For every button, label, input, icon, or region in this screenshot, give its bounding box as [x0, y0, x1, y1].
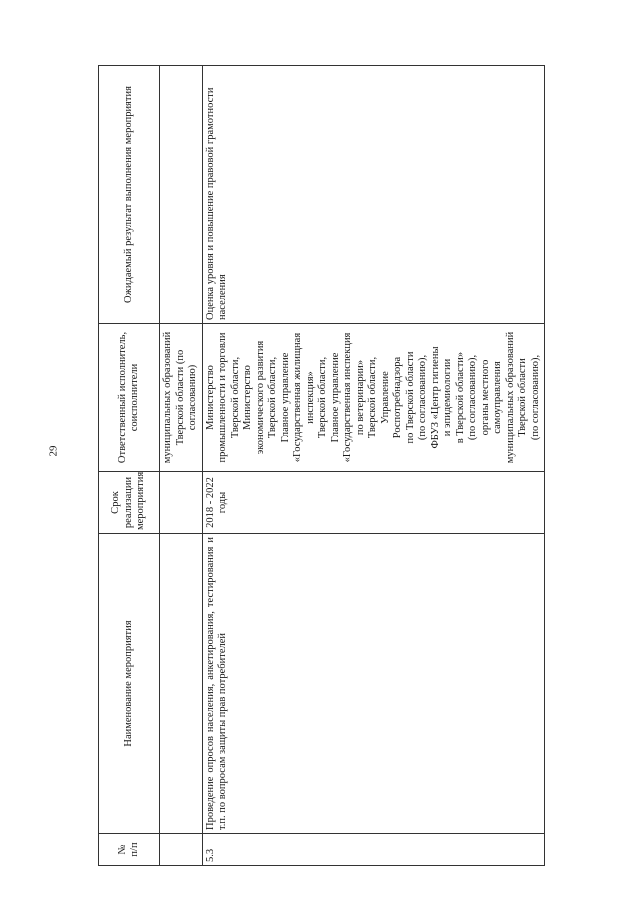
cell-term: 2018 - 2022 годы — [202, 472, 545, 534]
executor-line: по Тверской области — [404, 351, 416, 444]
header-name: Наименование мероприятия — [99, 534, 160, 834]
executor-line: (по согласованию), — [417, 354, 428, 441]
table-row — [202, 66, 545, 866]
executor-line: инспекция» — [304, 371, 316, 424]
executor-line: в Тверской области» — [454, 351, 466, 444]
executor-line: муниципальных образований — [504, 331, 516, 464]
cell-name — [160, 534, 203, 834]
executor-line: Тверской области — [517, 358, 528, 437]
cell-term — [160, 472, 203, 534]
header-executor: Ответственный исполнитель, соисполнители — [99, 324, 160, 472]
executor-line: Главное управление — [279, 352, 291, 443]
executor-line: по ветеринарии» — [354, 359, 366, 436]
executor-line: Тверской области, — [317, 356, 328, 439]
cell-executor — [202, 324, 545, 472]
executor-line: (по согласованию), — [467, 354, 478, 441]
executor-line: Тверской области, — [229, 356, 241, 439]
executor-line: самоуправления — [492, 361, 503, 434]
executor-line: (по согласованию), — [529, 354, 541, 441]
measures-table — [98, 65, 545, 866]
executor-line: Тверской области, — [367, 356, 378, 439]
executor-line: Министерство — [204, 365, 216, 430]
executor-line: органы местного — [479, 359, 491, 436]
rotated-sheet — [98, 66, 618, 866]
cell-name: Проведение опросов населения, анкетирования, тестирования и т.п. по вопросам защиты прав потребителей — [202, 534, 545, 834]
cell-num: 5.3 — [202, 834, 545, 866]
header-term: Срок реализации мероприятия — [99, 472, 160, 534]
executor-line: Главное управление — [329, 352, 341, 443]
header-result: Ожидаемый результат выполнения мероприятия — [99, 66, 160, 324]
cell-num — [160, 834, 203, 866]
table-row — [160, 66, 203, 866]
executor-line: Управление — [379, 371, 391, 424]
cell-executor: муниципальных образований Тверской области (по согласованию) — [160, 324, 203, 472]
executor-line: экономического развития — [254, 340, 266, 455]
executor-line: Министерство — [242, 365, 253, 430]
executor-line: Тверской области, — [267, 356, 278, 439]
executor-line: «Государственная инспекция — [342, 332, 353, 463]
executor-line: «Государственная жилищная — [292, 332, 303, 463]
table-header-row — [99, 66, 160, 866]
executor-line: промышленности и торговли — [217, 332, 228, 463]
cell-result — [160, 66, 203, 324]
executor-line: и эпидемиологии — [442, 358, 453, 437]
page-number: 29 — [47, 445, 60, 457]
executor-line: ФБУЗ «Центр гигиены — [429, 346, 441, 449]
executor-line: Роспотребнадзора — [392, 356, 403, 439]
cell-result: Оценка уровня и повышение правовой грамотности населения — [202, 66, 545, 324]
header-num: № п/п — [99, 834, 160, 866]
